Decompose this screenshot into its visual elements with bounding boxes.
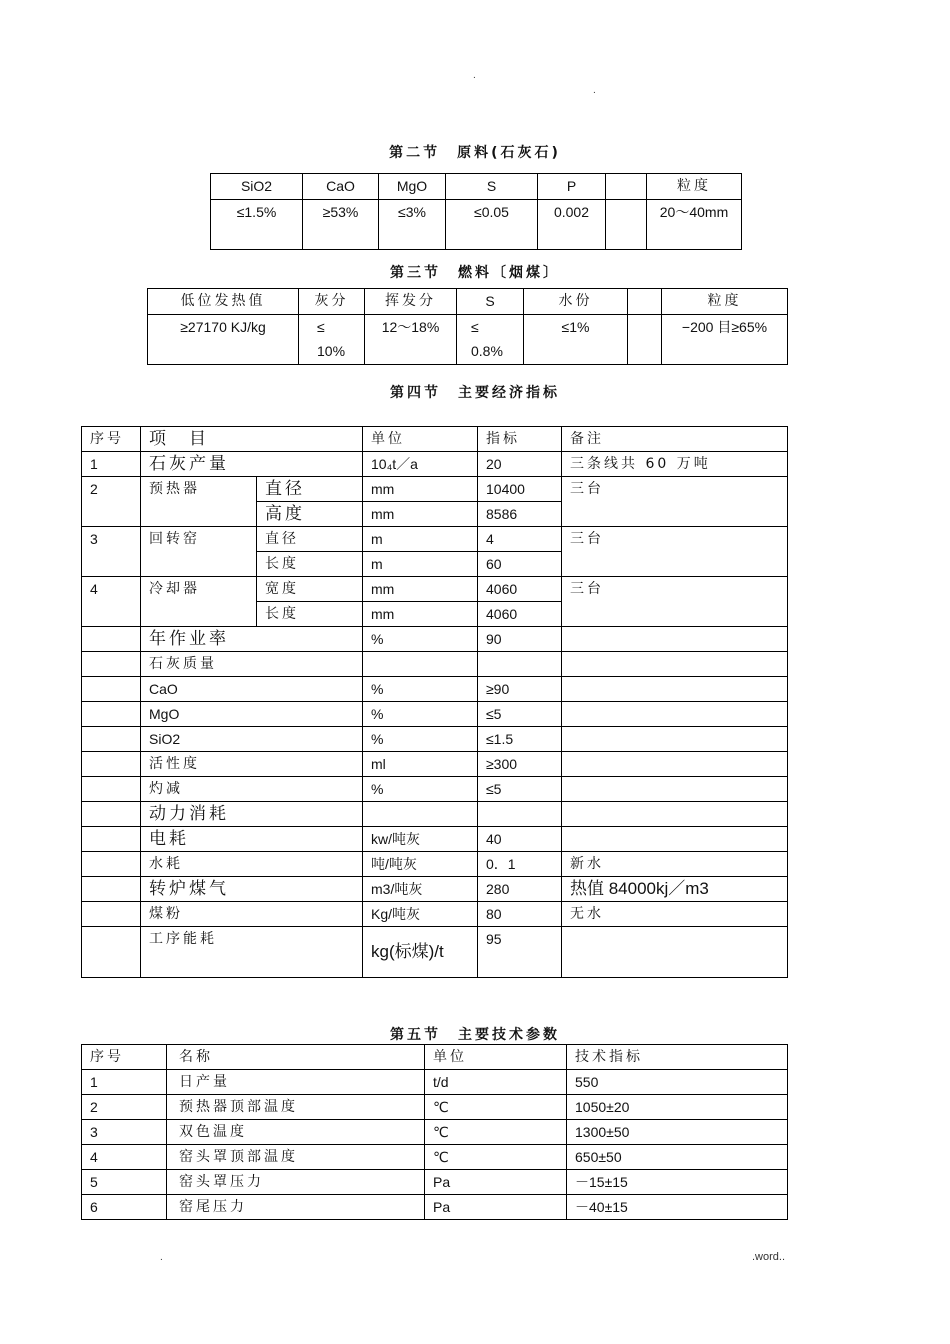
tech-name: 窑头罩顶部温度 — [167, 1145, 425, 1170]
fuel-header-cell — [628, 289, 662, 315]
tech-no: 1 — [82, 1070, 167, 1095]
econ-value: 4060 — [478, 602, 562, 627]
table-row — [82, 852, 788, 877]
econ-no: 2 — [82, 477, 141, 527]
raw-header-cell — [606, 174, 647, 200]
econ-unit: kg(标煤)/t — [363, 927, 478, 978]
econ-subitem: 高度 — [257, 502, 363, 527]
fuel-header-cell: 灰分 — [299, 289, 365, 315]
tech-header-cell: 单位 — [425, 1045, 567, 1070]
table-row — [82, 777, 788, 802]
econ-item: 活性度 — [141, 752, 363, 777]
tech-unit: Pa — [425, 1195, 567, 1220]
econ-unit — [363, 652, 478, 677]
econ-item: CaO — [141, 677, 363, 702]
tech-no: 3 — [82, 1120, 167, 1145]
econ-item: 预热器 — [141, 477, 257, 527]
econ-subitem: 长度 — [257, 552, 363, 577]
table-row — [82, 927, 788, 978]
econ-item: MgO — [141, 702, 363, 727]
tech-unit: ℃ — [425, 1120, 567, 1145]
header-mark-2: . — [593, 85, 596, 96]
econ-value: 4060 — [478, 577, 562, 602]
table-row — [82, 1145, 788, 1170]
econ-header-value: 指标 — [478, 427, 562, 452]
tech-unit: ℃ — [425, 1095, 567, 1120]
table-row — [82, 827, 788, 852]
econ-header-item: 项 目 — [141, 427, 363, 452]
econ-unit: 10₄t／a — [363, 452, 478, 477]
econ-note: 三台 — [562, 527, 788, 577]
table-row — [82, 752, 788, 777]
table-row — [82, 727, 788, 752]
fuel-header-cell: 粒度 — [662, 289, 788, 315]
table-row — [82, 1095, 788, 1120]
econ-note: 热值 84000kj／m3 — [562, 877, 788, 902]
econ-note — [562, 802, 788, 827]
econ-item: 转炉煤气 — [141, 877, 363, 902]
table-row — [82, 1070, 788, 1095]
fuel-table — [147, 288, 788, 365]
table-row — [82, 452, 788, 477]
raw-value-cell: 20～40mm — [647, 200, 742, 250]
econ-item: 回转窑 — [141, 527, 257, 577]
econ-no: 4 — [82, 577, 141, 627]
econ-unit: mm — [363, 602, 478, 627]
raw-value-cell — [606, 200, 647, 250]
raw-value-cell: 0.002 — [538, 200, 606, 250]
fuel-value-cell: ≤ 10% — [299, 315, 365, 365]
fuel-header-cell: 水份 — [524, 289, 628, 315]
econ-value: 80 — [478, 902, 562, 927]
econ-value: 20 — [478, 452, 562, 477]
econ-note — [562, 652, 788, 677]
section-title-fuel: 第三节 燃料〔烟煤〕 — [390, 265, 560, 281]
econ-subitem: 直径 — [257, 527, 363, 552]
econ-value: 60 — [478, 552, 562, 577]
raw-material-table — [210, 173, 742, 250]
tech-value: 550 — [567, 1070, 788, 1095]
raw-value-cell: ≥53% — [303, 200, 379, 250]
raw-header-cell: CaO — [303, 174, 379, 200]
econ-note — [562, 827, 788, 852]
econ-value: 4 — [478, 527, 562, 552]
fuel-value-cell — [628, 315, 662, 365]
econ-value: 0．1 — [478, 852, 562, 877]
econ-unit: ml — [363, 752, 478, 777]
tech-value: 650±50 — [567, 1145, 788, 1170]
fuel-header-cell: S — [457, 289, 524, 315]
table-row — [82, 652, 788, 677]
footer-left-mark: . — [160, 1252, 163, 1263]
fuel-header-cell: 低位发热值 — [148, 289, 299, 315]
econ-value: 40 — [478, 827, 562, 852]
tech-name: 预热器顶部温度 — [167, 1095, 425, 1120]
raw-value-cell: ≤0.05 — [446, 200, 538, 250]
tech-name: 窑尾压力 — [167, 1195, 425, 1220]
econ-value: 95 — [478, 927, 562, 978]
raw-header-cell: 粒度 — [647, 174, 742, 200]
econ-unit: mm — [363, 477, 478, 502]
fuel-value-cell: ≥27170 KJ/kg — [148, 315, 299, 365]
table-row — [82, 477, 788, 502]
table-row — [82, 577, 788, 602]
econ-note: 三台 — [562, 477, 788, 527]
econ-item: SiO2 — [141, 727, 363, 752]
econ-item: 冷却器 — [141, 577, 257, 627]
econ-unit: m3/吨灰 — [363, 877, 478, 902]
econ-note: 三台 — [562, 577, 788, 627]
econ-unit: % — [363, 702, 478, 727]
econ-item: 动力消耗 — [141, 802, 363, 827]
econ-item: 水耗 — [141, 852, 363, 877]
econ-value: 10400 — [478, 477, 562, 502]
econ-note: 新水 — [562, 852, 788, 877]
tech-name: 窑头罩压力 — [167, 1170, 425, 1195]
economic-indicators-table — [81, 426, 788, 978]
tech-no: 4 — [82, 1145, 167, 1170]
tech-header-cell: 名称 — [167, 1045, 425, 1070]
econ-note — [562, 702, 788, 727]
tech-unit: Pa — [425, 1170, 567, 1195]
econ-note — [562, 752, 788, 777]
econ-subitem: 宽度 — [257, 577, 363, 602]
econ-header-note: 备注 — [562, 427, 788, 452]
econ-value: 280 — [478, 877, 562, 902]
econ-no: 1 — [82, 452, 141, 477]
econ-note: 三条线共 60 万吨 — [562, 452, 788, 477]
econ-value: ≥90 — [478, 677, 562, 702]
table-row — [82, 1170, 788, 1195]
table-row — [82, 1120, 788, 1145]
econ-header-no: 序号 — [82, 427, 141, 452]
tech-value: 1050±20 — [567, 1095, 788, 1120]
econ-note — [562, 927, 788, 978]
econ-subitem: 直径 — [257, 477, 363, 502]
econ-item: 电耗 — [141, 827, 363, 852]
tech-no: 2 — [82, 1095, 167, 1120]
econ-value: ≤1.5 — [478, 727, 562, 752]
econ-value: 90 — [478, 627, 562, 652]
econ-item: 煤粉 — [141, 902, 363, 927]
raw-header-cell: P — [538, 174, 606, 200]
section-title-technical-parameters: 第五节 主要技术参数 — [390, 1027, 560, 1043]
econ-unit: mm — [363, 502, 478, 527]
econ-value: 8586 — [478, 502, 562, 527]
econ-value: ≤5 — [478, 702, 562, 727]
raw-header-cell: SiO2 — [211, 174, 303, 200]
econ-value — [478, 652, 562, 677]
econ-value: ≤5 — [478, 777, 562, 802]
econ-note — [562, 777, 788, 802]
econ-item: 石灰产量 — [141, 452, 363, 477]
table-row — [82, 1195, 788, 1220]
econ-unit: % — [363, 777, 478, 802]
tech-header-cell: 序号 — [82, 1045, 167, 1070]
table-row — [82, 902, 788, 927]
econ-note — [562, 677, 788, 702]
econ-item: 石灰质量 — [141, 652, 363, 677]
tech-name: 日产量 — [167, 1070, 425, 1095]
section-title-raw-material: 第二节 原料(石灰石) — [389, 145, 561, 161]
technical-parameters-table — [81, 1044, 788, 1220]
econ-unit: m — [363, 552, 478, 577]
table-row — [82, 677, 788, 702]
econ-unit: % — [363, 677, 478, 702]
tech-header-cell: 技术指标 — [567, 1045, 788, 1070]
tech-unit: t/d — [425, 1070, 567, 1095]
econ-value — [478, 802, 562, 827]
tech-value: －15±15 — [567, 1170, 788, 1195]
econ-unit: 吨/吨灰 — [363, 852, 478, 877]
econ-note — [562, 627, 788, 652]
fuel-value-cell: ≤ 0.8% — [457, 315, 524, 365]
table-row — [82, 627, 788, 652]
raw-header-cell: S — [446, 174, 538, 200]
fuel-value-cell: −200 目≥65% — [662, 315, 788, 365]
econ-note: 无水 — [562, 902, 788, 927]
econ-item: 灼减 — [141, 777, 363, 802]
fuel-value-cell: 12～18% — [365, 315, 457, 365]
tech-value: －40±15 — [567, 1195, 788, 1220]
econ-item: 工序能耗 — [141, 927, 363, 978]
econ-unit: m — [363, 527, 478, 552]
raw-value-cell: ≤1.5% — [211, 200, 303, 250]
econ-unit: kw/吨灰 — [363, 827, 478, 852]
econ-no: 3 — [82, 527, 141, 577]
section-title-economic-indicators: 第四节 主要经济指标 — [390, 385, 560, 401]
tech-no: 5 — [82, 1170, 167, 1195]
tech-value: 1300±50 — [567, 1120, 788, 1145]
econ-value: ≥300 — [478, 752, 562, 777]
econ-header-unit: 单位 — [363, 427, 478, 452]
table-row — [82, 802, 788, 827]
table-row — [82, 702, 788, 727]
econ-unit: % — [363, 727, 478, 752]
econ-unit: mm — [363, 577, 478, 602]
fuel-value-cell: ≤1% — [524, 315, 628, 365]
raw-header-cell: MgO — [379, 174, 446, 200]
econ-unit: Kg/吨灰 — [363, 902, 478, 927]
tech-name: 双色温度 — [167, 1120, 425, 1145]
raw-value-cell: ≤3% — [379, 200, 446, 250]
econ-unit — [363, 802, 478, 827]
tech-unit: ℃ — [425, 1145, 567, 1170]
econ-subitem: 长度 — [257, 602, 363, 627]
footer-right-mark: .word.. — [752, 1251, 786, 1263]
header-mark-1: . — [473, 70, 476, 81]
table-row — [82, 527, 788, 552]
econ-item: 年作业率 — [141, 627, 363, 652]
table-row — [82, 877, 788, 902]
tech-no: 6 — [82, 1195, 167, 1220]
fuel-header-cell: 挥发分 — [365, 289, 457, 315]
econ-unit: % — [363, 627, 478, 652]
econ-note — [562, 727, 788, 752]
